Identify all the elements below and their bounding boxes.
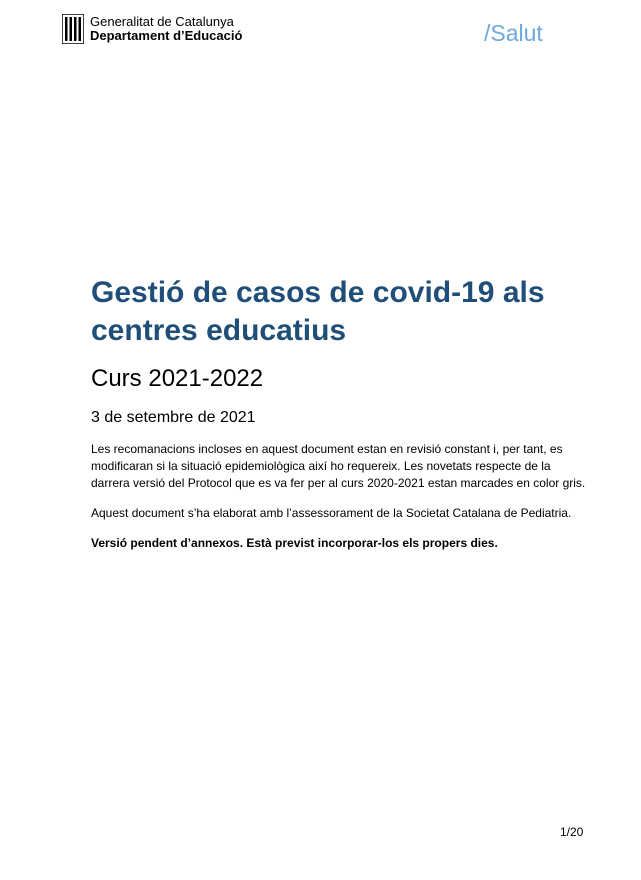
generalitat-four-bars-icon [62,14,84,44]
logo-line-generalitat: Generalitat de Catalunya [90,14,234,29]
salut-brand: /Salut [484,20,543,46]
paragraph-pending-annexes: Versió pendent d’annexos. Està previst incorporar-los els propers dies. [91,536,498,550]
document-title: Gestió de casos de covid-19 als centres educatius [91,276,545,347]
document-date: 3 de setembre de 2021 [91,409,256,426]
paragraph-revision-note: Les recomanacions incloses en aquest document estan en revisió constant i, per tant, es modificaran si la situació epidemiològica així ho requereix. Les novetats respecte de la darrera versió del Protocol que es va fer per al curs 2020-2021 estan marcades en color gris. [91,442,586,490]
header-logo [62,14,242,44]
page-number: 1/20 [560,825,584,839]
logo-line-departament: Departament d’Educació [90,28,243,43]
document-subtitle: Curs 2021-2022 [91,365,264,392]
paragraph-advisory-note: Aquest document s’ha elaborat amb l’assessorament de la Societat Catalana de Pediatria. [91,506,572,520]
logo-text [90,15,242,43]
document-body [91,274,591,552]
